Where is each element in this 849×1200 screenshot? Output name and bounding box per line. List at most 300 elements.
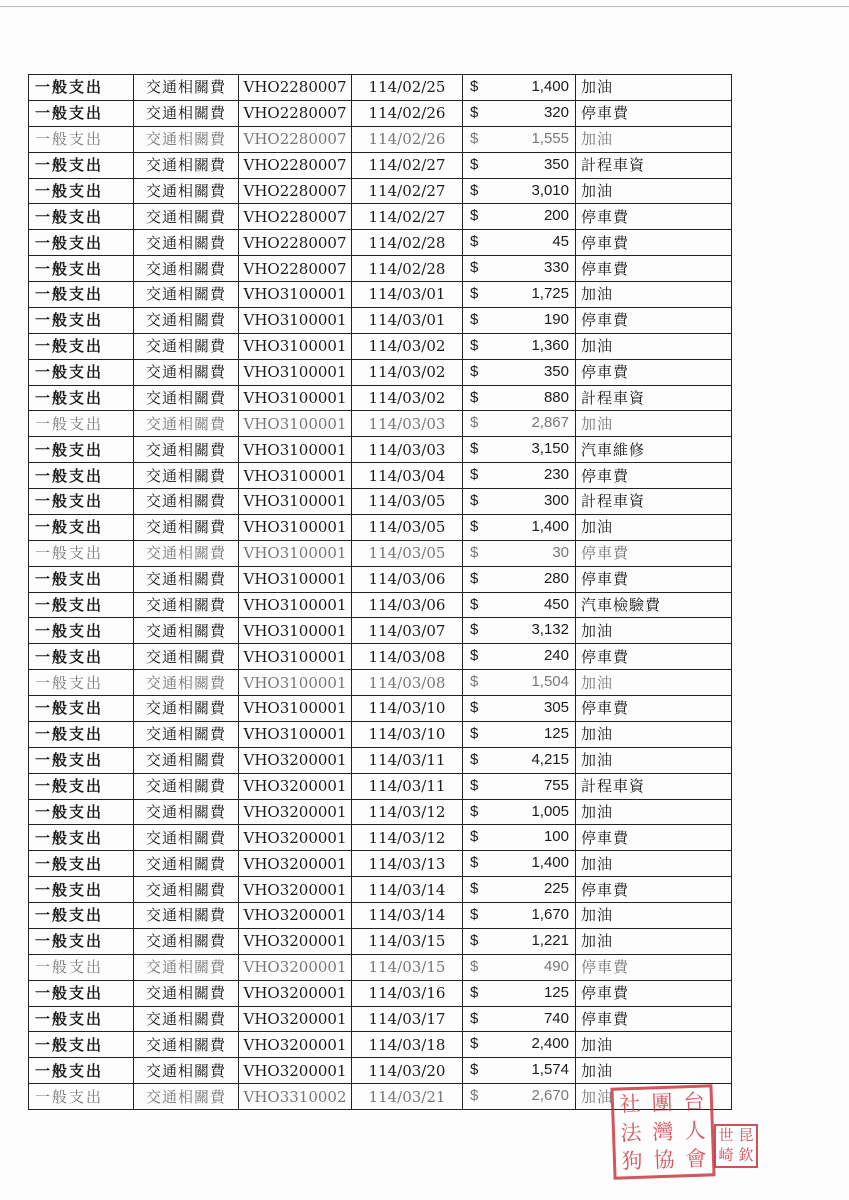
seal-character: 台	[683, 1089, 705, 1115]
row-amount	[463, 333, 576, 359]
row-amount	[463, 385, 576, 411]
row-subject: 交通相關費	[134, 307, 239, 333]
row-date: 114/02/26	[352, 100, 463, 126]
table-row	[29, 980, 732, 1006]
row-date: 114/03/05	[352, 540, 463, 566]
row-date: 114/03/21	[352, 1084, 463, 1110]
currency-symbol: $	[470, 983, 479, 1001]
row-category: 一般支出	[29, 954, 134, 980]
row-category: 一般支出	[29, 1032, 134, 1058]
row-description: 加油	[576, 1084, 732, 1110]
row-subject: 交通相關費	[134, 359, 239, 385]
table-row	[29, 851, 732, 877]
amount-value: 1,400	[531, 854, 569, 872]
row-amount	[463, 489, 576, 515]
row-category: 一般支出	[29, 75, 134, 101]
row-subject: 交通相關費	[134, 463, 239, 489]
row-date: 114/03/05	[352, 489, 463, 515]
amount-value: 125	[543, 724, 569, 742]
row-category: 一般支出	[29, 980, 134, 1006]
row-date: 114/03/20	[352, 1058, 463, 1084]
row-category: 一般支出	[29, 100, 134, 126]
table-row	[29, 152, 732, 178]
amount-value: 190	[543, 310, 569, 328]
currency-symbol: $	[470, 414, 479, 432]
row-subject: 交通相關費	[134, 204, 239, 230]
amount-value: 1,005	[531, 802, 569, 820]
row-voucher-no: VHO2280007	[239, 75, 352, 101]
row-voucher-no: VHO3100001	[239, 721, 352, 747]
row-subject: 交通相關費	[134, 75, 239, 101]
row-date: 114/02/27	[352, 204, 463, 230]
row-amount	[463, 1058, 576, 1084]
row-description: 停車費	[576, 644, 732, 670]
row-amount	[463, 540, 576, 566]
row-subject: 交通相關費	[134, 385, 239, 411]
row-subject: 交通相關費	[134, 437, 239, 463]
row-category: 一般支出	[29, 359, 134, 385]
row-date: 114/03/02	[352, 359, 463, 385]
row-voucher-no: VHO3200001	[239, 877, 352, 903]
row-category: 一般支出	[29, 463, 134, 489]
row-subject: 交通相關費	[134, 592, 239, 618]
row-subject: 交通相關費	[134, 178, 239, 204]
row-voucher-no: VHO2280007	[239, 152, 352, 178]
row-voucher-no: VHO3200001	[239, 903, 352, 929]
row-category: 一般支出	[29, 903, 134, 929]
row-description: 停車費	[576, 230, 732, 256]
amount-value: 490	[543, 957, 569, 975]
table-row	[29, 696, 732, 722]
amount-value: 1,555	[531, 129, 569, 147]
currency-symbol: $	[470, 440, 479, 458]
row-amount	[463, 256, 576, 282]
currency-symbol: $	[470, 517, 479, 535]
row-subject: 交通相關費	[134, 851, 239, 877]
currency-symbol: $	[470, 699, 479, 716]
table-row	[29, 903, 732, 929]
amount-value: 1,400	[531, 517, 569, 535]
table-row	[29, 928, 732, 954]
row-date: 114/03/07	[352, 618, 463, 644]
row-description: 加油	[576, 126, 732, 152]
row-subject: 交通相關費	[134, 644, 239, 670]
row-amount	[463, 1032, 576, 1058]
row-date: 114/02/25	[352, 75, 463, 101]
row-date: 114/03/11	[352, 747, 463, 773]
row-subject: 交通相關費	[134, 747, 239, 773]
table-row	[29, 1006, 732, 1032]
row-description: 停車費	[576, 540, 732, 566]
row-date: 114/03/17	[352, 1006, 463, 1032]
currency-symbol: $	[470, 388, 479, 406]
row-description: 加油	[576, 799, 732, 825]
amount-value: 450	[543, 595, 569, 613]
currency-symbol: $	[470, 673, 479, 691]
currency-symbol: $	[470, 233, 479, 251]
row-description: 加油	[576, 1032, 732, 1058]
row-voucher-no: VHO2280007	[239, 100, 352, 126]
row-date: 114/03/02	[352, 333, 463, 359]
row-amount	[463, 773, 576, 799]
amount-value: 280	[543, 569, 569, 587]
row-subject: 交通相關費	[134, 670, 239, 696]
row-amount	[463, 980, 576, 1006]
currency-symbol: $	[470, 129, 479, 147]
row-date: 114/03/08	[352, 670, 463, 696]
row-category: 一般支出	[29, 152, 134, 178]
row-subject: 交通相關費	[134, 126, 239, 152]
table-row	[29, 618, 732, 644]
row-category: 一般支出	[29, 385, 134, 411]
row-date: 114/03/04	[352, 463, 463, 489]
row-category: 一般支出	[29, 644, 134, 670]
row-subject: 交通相關費	[134, 903, 239, 929]
amount-value: 125	[543, 983, 569, 1001]
currency-symbol: $	[470, 103, 479, 121]
row-amount	[463, 799, 576, 825]
currency-symbol: $	[470, 750, 479, 768]
currency-symbol: $	[470, 595, 479, 613]
row-subject: 交通相關費	[134, 928, 239, 954]
amount-value: 1,360	[531, 336, 569, 354]
currency-symbol: $	[470, 466, 479, 484]
row-subject: 交通相關費	[134, 980, 239, 1006]
row-amount	[463, 100, 576, 126]
row-description: 停車費	[576, 1006, 732, 1032]
row-category: 一般支出	[29, 178, 134, 204]
table-row	[29, 540, 732, 566]
row-category: 一般支出	[29, 230, 134, 256]
seal-character: 團	[651, 1090, 673, 1116]
row-category: 一般支出	[29, 799, 134, 825]
row-subject: 交通相關費	[134, 1032, 239, 1058]
row-description: 停車費	[576, 696, 732, 722]
seal-character: 會	[685, 1146, 707, 1172]
row-voucher-no: VHO3200001	[239, 747, 352, 773]
table-row	[29, 411, 732, 437]
amount-value: 320	[543, 103, 569, 121]
row-subject: 交通相關費	[134, 100, 239, 126]
table-row	[29, 126, 732, 152]
row-amount	[463, 437, 576, 463]
row-category: 一般支出	[29, 825, 134, 851]
row-subject: 交通相關費	[134, 152, 239, 178]
table-row	[29, 282, 732, 308]
table-row	[29, 178, 732, 204]
amount-value: 1,574	[531, 1061, 569, 1079]
row-category: 一般支出	[29, 877, 134, 903]
row-amount	[463, 954, 576, 980]
currency-symbol: $	[470, 854, 479, 872]
seal-character: 灣	[652, 1119, 674, 1145]
row-description: 停車費	[576, 980, 732, 1006]
row-amount	[463, 928, 576, 954]
row-voucher-no: VHO3200001	[239, 1006, 352, 1032]
currency-symbol: $	[470, 492, 479, 509]
row-subject: 交通相關費	[134, 1006, 239, 1032]
row-category: 一般支出	[29, 1084, 134, 1110]
table-row	[29, 359, 732, 385]
row-voucher-no: VHO3200001	[239, 851, 352, 877]
currency-symbol: $	[470, 776, 479, 794]
row-voucher-no: VHO3100001	[239, 540, 352, 566]
row-amount	[463, 851, 576, 877]
scan-top-edge	[0, 6, 849, 7]
table-row	[29, 1032, 732, 1058]
amount-value: 350	[543, 155, 569, 173]
row-date: 114/02/28	[352, 230, 463, 256]
row-amount	[463, 592, 576, 618]
amount-value: 4,215	[531, 750, 569, 768]
amount-value: 3,132	[531, 621, 569, 639]
row-voucher-no: VHO3100001	[239, 514, 352, 540]
seal-character: 協	[653, 1147, 675, 1173]
row-date: 114/03/06	[352, 566, 463, 592]
currency-symbol: $	[470, 931, 479, 949]
row-amount	[463, 514, 576, 540]
row-category: 一般支出	[29, 721, 134, 747]
row-description: 停車費	[576, 825, 732, 851]
row-amount	[463, 152, 576, 178]
table-row	[29, 463, 732, 489]
row-description: 加油	[576, 670, 732, 696]
amount-value: 740	[543, 1009, 569, 1027]
row-category: 一般支出	[29, 204, 134, 230]
table-row	[29, 592, 732, 618]
row-subject: 交通相關費	[134, 877, 239, 903]
table-row	[29, 230, 732, 256]
amount-value: 1,221	[531, 931, 569, 949]
row-description: 加油	[576, 1058, 732, 1084]
seal-character: 狗	[621, 1149, 643, 1174]
amount-value: 3,010	[531, 181, 569, 199]
row-voucher-no: VHO2280007	[239, 230, 352, 256]
row-voucher-no: VHO3100001	[239, 333, 352, 359]
row-amount	[463, 747, 576, 773]
currency-symbol: $	[470, 155, 479, 173]
row-description: 加油	[576, 75, 732, 101]
row-amount	[463, 178, 576, 204]
amount-value: 1,725	[531, 285, 569, 302]
row-category: 一般支出	[29, 618, 134, 644]
row-date: 114/03/10	[352, 696, 463, 722]
row-date: 114/03/03	[352, 411, 463, 437]
amount-value: 880	[543, 388, 569, 406]
table-row	[29, 256, 732, 282]
row-voucher-no: VHO3100001	[239, 696, 352, 722]
row-voucher-no: VHO2280007	[239, 256, 352, 282]
row-description: 加油	[576, 851, 732, 877]
row-date: 114/03/06	[352, 592, 463, 618]
table-row	[29, 385, 732, 411]
row-category: 一般支出	[29, 333, 134, 359]
row-subject: 交通相關費	[134, 696, 239, 722]
row-description: 停車費	[576, 307, 732, 333]
currency-symbol: $	[470, 207, 479, 225]
currency-symbol: $	[470, 569, 479, 587]
row-description: 汽車維修	[576, 437, 732, 463]
row-date: 114/03/12	[352, 825, 463, 851]
row-amount	[463, 721, 576, 747]
table-row	[29, 644, 732, 670]
row-subject: 交通相關費	[134, 721, 239, 747]
amount-value: 330	[543, 259, 569, 277]
row-amount	[463, 204, 576, 230]
amount-value: 2,670	[531, 1087, 569, 1105]
row-category: 一般支出	[29, 747, 134, 773]
currency-symbol: $	[470, 802, 479, 820]
row-amount	[463, 877, 576, 903]
row-amount	[463, 307, 576, 333]
row-amount	[463, 282, 576, 308]
row-category: 一般支出	[29, 1058, 134, 1084]
currency-symbol: $	[470, 78, 479, 95]
row-date: 114/03/13	[352, 851, 463, 877]
row-category: 一般支出	[29, 126, 134, 152]
row-description: 加油	[576, 178, 732, 204]
row-amount	[463, 359, 576, 385]
row-date: 114/02/26	[352, 126, 463, 152]
row-description: 加油	[576, 721, 732, 747]
row-voucher-no: VHO3100001	[239, 411, 352, 437]
row-date: 114/03/11	[352, 773, 463, 799]
amount-value: 755	[543, 776, 569, 794]
row-voucher-no: VHO3200001	[239, 1058, 352, 1084]
table-row	[29, 825, 732, 851]
row-subject: 交通相關費	[134, 411, 239, 437]
row-voucher-no: VHO3200001	[239, 954, 352, 980]
row-description: 停車費	[576, 204, 732, 230]
row-amount	[463, 670, 576, 696]
row-amount	[463, 618, 576, 644]
row-subject: 交通相關費	[134, 954, 239, 980]
row-amount	[463, 1084, 576, 1110]
row-subject: 交通相關費	[134, 256, 239, 282]
table-row	[29, 670, 732, 696]
row-category: 一般支出	[29, 256, 134, 282]
currency-symbol: $	[470, 285, 479, 302]
amount-value: 200	[543, 207, 569, 225]
association-seal-stamp	[610, 1084, 715, 1180]
currency-symbol: $	[470, 181, 479, 199]
table-row	[29, 566, 732, 592]
row-amount	[463, 463, 576, 489]
currency-symbol: $	[470, 1035, 479, 1053]
row-category: 一般支出	[29, 928, 134, 954]
currency-symbol: $	[470, 259, 479, 277]
row-subject: 交通相關費	[134, 618, 239, 644]
row-date: 114/03/08	[352, 644, 463, 670]
row-subject: 交通相關費	[134, 566, 239, 592]
row-amount	[463, 75, 576, 101]
row-amount	[463, 126, 576, 152]
row-voucher-no: VHO2280007	[239, 204, 352, 230]
row-date: 114/02/28	[352, 256, 463, 282]
row-category: 一般支出	[29, 592, 134, 618]
row-category: 一般支出	[29, 773, 134, 799]
row-description: 計程車資	[576, 385, 732, 411]
amount-value: 1,504	[531, 673, 569, 691]
row-description: 停車費	[576, 359, 732, 385]
table-row	[29, 333, 732, 359]
amount-value: 3,150	[531, 440, 569, 458]
row-category: 一般支出	[29, 670, 134, 696]
seal-character: 世	[718, 1126, 734, 1144]
row-date: 114/03/16	[352, 980, 463, 1006]
row-subject: 交通相關費	[134, 799, 239, 825]
table-row	[29, 75, 732, 101]
row-date: 114/03/14	[352, 877, 463, 903]
amount-value: 300	[543, 492, 569, 509]
row-category: 一般支出	[29, 851, 134, 877]
row-amount	[463, 230, 576, 256]
row-date: 114/03/18	[352, 1032, 463, 1058]
row-voucher-no: VHO2280007	[239, 126, 352, 152]
row-description: 計程車資	[576, 152, 732, 178]
row-amount	[463, 566, 576, 592]
amount-value: 2,400	[531, 1035, 569, 1053]
currency-symbol: $	[470, 621, 479, 639]
table-row	[29, 489, 732, 515]
amount-value: 240	[543, 647, 569, 665]
row-description: 停車費	[576, 100, 732, 126]
currency-symbol: $	[470, 1061, 479, 1079]
row-description: 計程車資	[576, 773, 732, 799]
row-description: 加油	[576, 747, 732, 773]
row-voucher-no: VHO3100001	[239, 670, 352, 696]
row-description: 汽車檢驗費	[576, 592, 732, 618]
row-description: 加油	[576, 514, 732, 540]
row-subject: 交通相關費	[134, 773, 239, 799]
row-category: 一般支出	[29, 282, 134, 308]
row-amount	[463, 903, 576, 929]
row-description: 加油	[576, 333, 732, 359]
row-date: 114/03/14	[352, 903, 463, 929]
row-voucher-no: VHO3200001	[239, 1032, 352, 1058]
row-voucher-no: VHO3100001	[239, 644, 352, 670]
currency-symbol: $	[470, 336, 479, 354]
table-row	[29, 100, 732, 126]
row-date: 114/03/12	[352, 799, 463, 825]
row-voucher-no: VHO3310002	[239, 1084, 352, 1110]
amount-value: 230	[543, 466, 569, 484]
row-voucher-no: VHO3200001	[239, 799, 352, 825]
row-date: 114/03/10	[352, 721, 463, 747]
currency-symbol: $	[470, 362, 479, 380]
row-voucher-no: VHO3200001	[239, 980, 352, 1006]
row-subject: 交通相關費	[134, 230, 239, 256]
amount-value: 350	[543, 362, 569, 380]
row-date: 114/03/15	[352, 928, 463, 954]
row-voucher-no: VHO3100001	[239, 359, 352, 385]
row-description: 加油	[576, 928, 732, 954]
currency-symbol: $	[470, 310, 479, 328]
row-amount	[463, 1006, 576, 1032]
row-voucher-no: VHO3100001	[239, 385, 352, 411]
row-date: 114/03/15	[352, 954, 463, 980]
table-row	[29, 437, 732, 463]
row-voucher-no: VHO3100001	[239, 437, 352, 463]
row-category: 一般支出	[29, 411, 134, 437]
row-voucher-no: VHO3100001	[239, 618, 352, 644]
personal-seal-stamp	[714, 1124, 758, 1168]
table-row	[29, 954, 732, 980]
amount-value: 305	[543, 699, 569, 716]
row-subject: 交通相關費	[134, 540, 239, 566]
row-description: 加油	[576, 903, 732, 929]
row-description: 停車費	[576, 954, 732, 980]
